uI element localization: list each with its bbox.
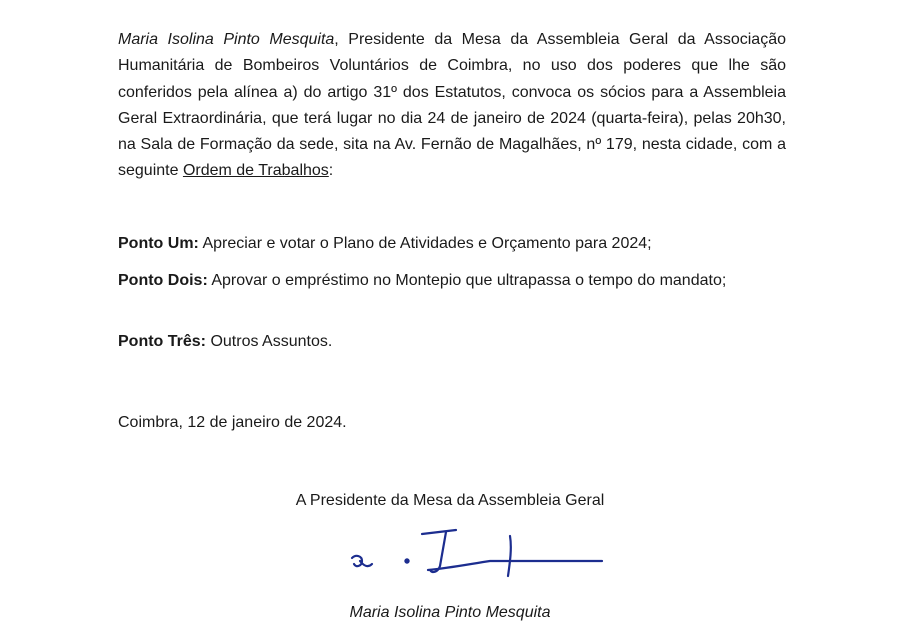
- agenda-item-text: Apreciar e votar o Plano de Atividades e Orçamento para 2024;: [198, 235, 652, 252]
- handwritten-signature: [340, 528, 610, 588]
- signature-name: Maria Isolina Pinto Mesquita: [349, 604, 551, 621]
- agenda-item-2: [118, 268, 786, 294]
- convocation-body: , Presidente da Mesa da Assembleia Geral da Associação Humanitária de Bombeiros Voluntários de Coimbra, no uso dos poderes que lhe são conferidos pela alínea a) do artigo 31º dos Estatutos, convoca os sócios para a Assembleia Geral Extraordinária, que terá lugar no dia 24 de janeiro de 2024 (quarta-feira), pelas 20h30, na Sala de Formação da sede, sita na Av. Fernão de Magalhães, nº 179, nesta cidade, com a seguinte: [118, 31, 787, 180]
- agenda-item-label: Ponto Um:: [118, 235, 199, 252]
- signature-title: A Presidente da Mesa da Assembleia Geral: [295, 492, 605, 509]
- date-line: Coimbra, 12 de janeiro de 2024.: [118, 414, 347, 431]
- agenda-item-text: Aprovar o empréstimo no Montepio que ultrapassa o tempo do mandato;: [207, 272, 727, 289]
- agenda-item-3: [118, 329, 786, 355]
- agenda-colon: :: [328, 162, 334, 180]
- agenda-heading: Ordem de Trabalhos: [182, 162, 329, 180]
- agenda-item-text: Outros Assuntos.: [206, 333, 333, 350]
- convocation-paragraph: [118, 27, 786, 185]
- agenda-item-label: Ponto Dois:: [118, 272, 208, 289]
- president-name-inline: Maria Isolina Pinto Mesquita: [118, 31, 335, 48]
- agenda-item-label: Ponto Três:: [118, 333, 207, 350]
- agenda-item-1: [118, 231, 786, 257]
